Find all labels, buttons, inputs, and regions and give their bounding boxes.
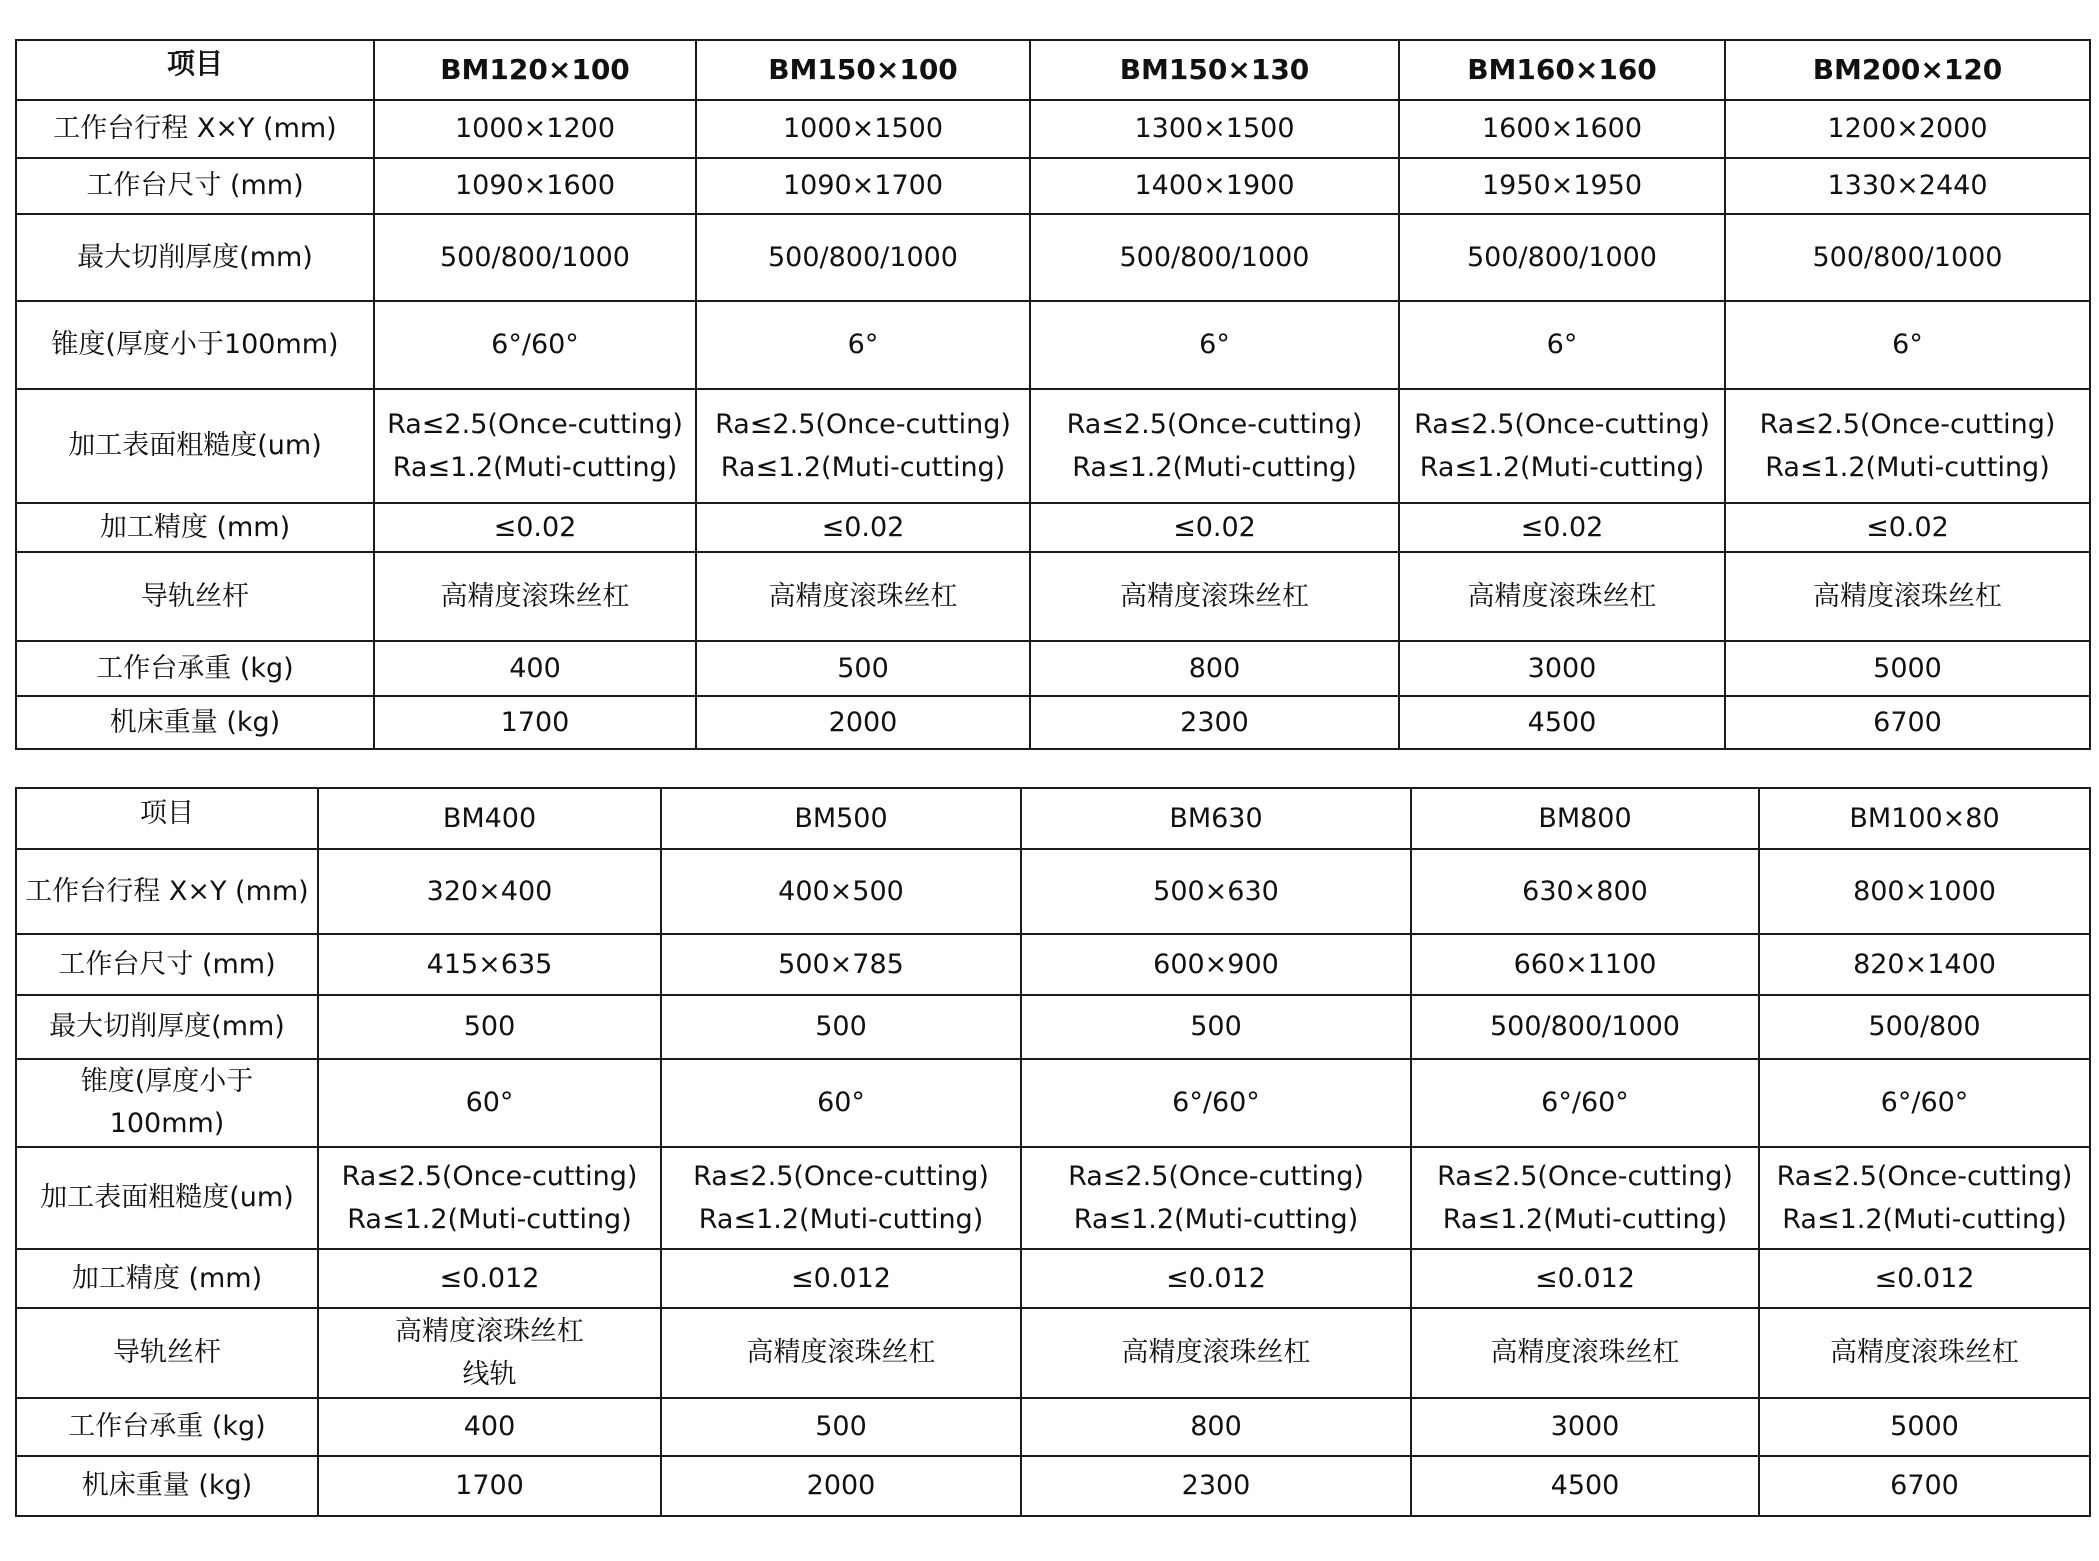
spec-value-cell: 60° [661,1059,1021,1147]
spec-value-cell: 1090×1700 [696,158,1030,214]
row-label: 加工表面粗糙度(um) [16,1147,318,1249]
spec-value-cell [1411,1147,1759,1249]
spec-value-cell: 高精度滚珠丝杠 [1030,552,1399,641]
spec-value-cell: 500/800 [1759,995,2090,1059]
spec-value-line: Ra≤1.2(Muti-cutting) [1073,1204,1359,1235]
spec-row-weight [16,1456,2090,1516]
spec-value-cell: 6° [1030,301,1399,389]
header-row [16,788,2090,849]
spec-value-cell: 6°/60° [374,301,696,389]
spec-value-cell: 2000 [661,1456,1021,1516]
spec-value-cell: 1700 [374,696,696,749]
row-label: 锥度(厚度小于 100mm) [16,1059,318,1147]
spec-value-cell: 500×630 [1021,849,1411,934]
model-header: BM400 [318,788,661,849]
spec-value-cell: 2300 [1030,696,1399,749]
spec-value-cell: 6700 [1759,1456,2090,1516]
spec-value-cell: 630×800 [1411,849,1759,934]
row-label: 导轨丝杆 [16,1308,318,1398]
spec-value-cell [318,1147,661,1249]
spec-value-cell: 500 [696,641,1030,696]
spec-value-cell [1399,389,1725,503]
spec-value-cell: 500/800/1000 [1030,214,1399,301]
spec-value-line: Ra≤2.5(Once-cutting) [1414,409,1710,440]
spec-value-cell: 6°/60° [1759,1059,2090,1147]
spec-value-line: 线轨 [462,1359,517,1390]
spec-value-cell: 400 [374,641,696,696]
spec-row-travel [16,849,2090,934]
spec-value-cell [1759,1147,2090,1249]
spec-value-cell: ≤0.012 [1411,1249,1759,1308]
spec-row-weight [16,696,2090,749]
spec-row-table-size [16,158,2090,214]
spec-value-cell: 3000 [1399,641,1725,696]
spec-value-cell: 4500 [1399,696,1725,749]
spec-value-line: Ra≤1.2(Muti-cutting) [1765,452,2050,483]
row-label: 导轨丝杆 [16,552,374,641]
spec-value-cell: 5000 [1725,641,2090,696]
spec-value-cell: 高精度滚珠丝杠 [1725,552,2090,641]
spec-value-line: Ra≤2.5(Once-cutting) [1776,1161,2073,1192]
spec-value-cell: 320×400 [318,849,661,934]
spec-value-cell [1725,389,2090,503]
spec-value-cell: 400×500 [661,849,1021,934]
spec-value-line: Ra≤1.2(Muti-cutting) [392,452,678,483]
spec-row-guide [16,552,2090,641]
spec-value-cell: 1330×2440 [1725,158,2090,214]
spec-value-cell: ≤0.02 [374,503,696,552]
spec-value-cell: 高精度滚珠丝杠 [374,552,696,641]
model-header: BM800 [1411,788,1759,849]
spec-table-1 [15,39,2091,750]
spec-value-cell [661,1147,1021,1249]
spec-value-cell: 6°/60° [1021,1059,1411,1147]
spec-value-cell: 500 [1021,995,1411,1059]
spec-value-cell: 400 [318,1398,661,1456]
spec-value-line: Ra≤1.2(Muti-cutting) [1782,1204,2067,1235]
model-header: BM630 [1021,788,1411,849]
spec-row-travel [16,100,2090,158]
spec-value-cell: ≤0.012 [1759,1249,2090,1308]
spec-value-line: Ra≤1.2(Muti-cutting) [1442,1204,1728,1235]
spec-row-table-size [16,934,2090,995]
spec-value-cell: 3000 [1411,1398,1759,1456]
model-header: BM200×120 [1725,40,2090,100]
spec-value-cell [374,389,696,503]
spec-value-cell: 1000×1500 [696,100,1030,158]
spec-value-cell: 5000 [1759,1398,2090,1456]
spec-value-cell: 660×1100 [1411,934,1759,995]
spec-value-cell: 500/800/1000 [1399,214,1725,301]
spec-value-cell: 6°/60° [1411,1059,1759,1147]
spec-row-max-thickness [16,995,2090,1059]
spec-value-cell: 6° [1725,301,2090,389]
spec-value-cell: 1950×1950 [1399,158,1725,214]
model-header: BM500 [661,788,1021,849]
spec-row-taper [16,301,2090,389]
row-label: 工作台尺寸 (mm) [16,158,374,214]
spec-value-cell: 500 [661,995,1021,1059]
row-label: 工作台尺寸 (mm) [16,934,318,995]
spec-value-cell: 500/800/1000 [1725,214,2090,301]
spec-value-line: Ra≤1.2(Muti-cutting) [698,1204,984,1235]
spec-value-line: Ra≤2.5(Once-cutting) [693,1161,989,1192]
spec-value-line: Ra≤2.5(Once-cutting) [341,1161,638,1192]
spec-value-cell: 500 [661,1398,1021,1456]
spec-value-line: Ra≤2.5(Once-cutting) [387,409,683,440]
model-header: BM150×130 [1030,40,1399,100]
spec-value-cell: 高精度滚珠丝杠 [1411,1308,1759,1398]
spec-value-line: Ra≤2.5(Once-cutting) [1066,409,1363,440]
spec-value-cell: 500/800/1000 [374,214,696,301]
spec-row-guide [16,1308,2090,1398]
spec-value-cell: 6° [696,301,1030,389]
spec-value-cell: ≤0.02 [1399,503,1725,552]
model-header: BM160×160 [1399,40,1725,100]
model-header: BM100×80 [1759,788,2090,849]
spec-value-cell: 1700 [318,1456,661,1516]
spec-value-cell: 高精度滚珠丝杠 [1021,1308,1411,1398]
row-label: 最大切削厚度(mm) [16,995,318,1059]
spec-value-cell [318,1308,661,1398]
spec-value-cell: 800 [1030,641,1399,696]
spec-row-taper [16,1059,2090,1147]
spec-value-cell: 820×1400 [1759,934,2090,995]
row-label: 加工精度 (mm) [16,503,374,552]
spec-value-cell: ≤0.012 [661,1249,1021,1308]
spec-value-line: Ra≤2.5(Once-cutting) [1068,1161,1364,1192]
spec-table-2 [15,787,2091,1517]
spec-row-accuracy [16,1249,2090,1308]
row-label: 锥度(厚度小于100mm) [16,301,374,389]
header-item-label: 项目 [16,788,318,849]
model-header: BM150×100 [696,40,1030,100]
spec-value-cell: 高精度滚珠丝杠 [661,1308,1021,1398]
spec-value-cell: 2300 [1021,1456,1411,1516]
spec-value-cell: 高精度滚珠丝杠 [1759,1308,2090,1398]
spec-value-cell: 800×1000 [1759,849,2090,934]
spec-value-line: Ra≤2.5(Once-cutting) [1437,1161,1733,1192]
spec-value-cell: 1400×1900 [1030,158,1399,214]
spec-value-cell: ≤0.02 [1030,503,1399,552]
spec-value-cell: 高精度滚珠丝杠 [1399,552,1725,641]
spec-value-cell: 500×785 [661,934,1021,995]
spec-value-cell: ≤0.012 [1021,1249,1411,1308]
spec-value-line: Ra≤1.2(Muti-cutting) [1072,452,1357,483]
row-label: 机床重量 (kg) [16,1456,318,1516]
row-label: 工作台承重 (kg) [16,641,374,696]
spec-value-cell: ≤0.02 [696,503,1030,552]
spec-row-load [16,1398,2090,1456]
spec-value-cell [1030,389,1399,503]
spec-value-cell: 6° [1399,301,1725,389]
spec-value-cell: 600×900 [1021,934,1411,995]
spec-value-cell: 1600×1600 [1399,100,1725,158]
spec-value-line: Ra≤1.2(Muti-cutting) [347,1204,632,1235]
row-label: 工作台行程 X×Y (mm) [16,849,318,934]
spec-row-max-thickness [16,214,2090,301]
row-label: 机床重量 (kg) [16,696,374,749]
spec-value-cell: 1000×1200 [374,100,696,158]
spec-value-cell: 1200×2000 [1725,100,2090,158]
row-label: 工作台行程 X×Y (mm) [16,100,374,158]
spec-value-cell: 800 [1021,1398,1411,1456]
spec-value-cell: 500/800/1000 [696,214,1030,301]
spec-value-cell [1021,1147,1411,1249]
spec-value-line: Ra≤2.5(Once-cutting) [715,409,1011,440]
spec-value-cell: 415×635 [318,934,661,995]
spec-value-cell: ≤0.012 [318,1249,661,1308]
spec-row-roughness [16,389,2090,503]
spec-row-accuracy [16,503,2090,552]
spec-value-line: Ra≤2.5(Once-cutting) [1759,409,2056,440]
spec-row-load [16,641,2090,696]
spec-value-cell: 1090×1600 [374,158,696,214]
spec-value-cell: 4500 [1411,1456,1759,1516]
spec-value-cell: 60° [318,1059,661,1147]
spec-value-line: Ra≤1.2(Muti-cutting) [1419,452,1705,483]
spec-value-cell: 500 [318,995,661,1059]
spec-value-cell: 1300×1500 [1030,100,1399,158]
row-label: 工作台承重 (kg) [16,1398,318,1456]
spec-value-cell [696,389,1030,503]
spec-value-cell: 高精度滚珠丝杠 [696,552,1030,641]
spec-row-roughness [16,1147,2090,1249]
row-label: 加工精度 (mm) [16,1249,318,1308]
spec-value-cell: 500/800/1000 [1411,995,1759,1059]
spec-value-cell: ≤0.02 [1725,503,2090,552]
header-row [16,40,2090,100]
row-label: 最大切削厚度(mm) [16,214,374,301]
header-item-label: 项目 [16,40,374,100]
spec-value-cell: 6700 [1725,696,2090,749]
model-header: BM120×100 [374,40,696,100]
spec-value-line: 高精度滚珠丝杠 [395,1316,584,1347]
row-label: 加工表面粗糙度(um) [16,389,374,503]
spec-value-cell: 2000 [696,696,1030,749]
spec-value-line: Ra≤1.2(Muti-cutting) [720,452,1006,483]
